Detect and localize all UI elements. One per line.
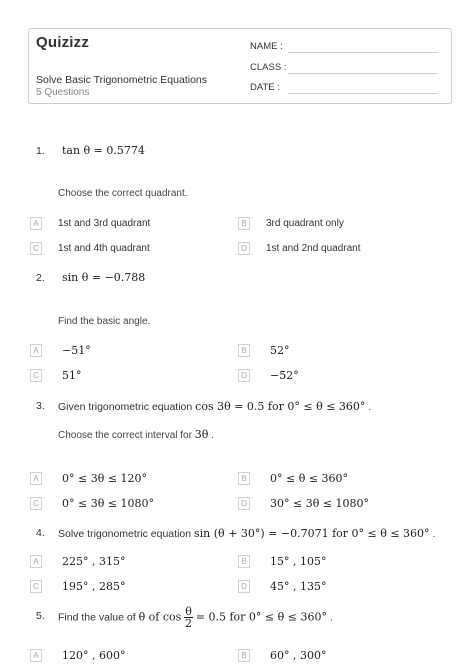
question-prompt: [58, 428, 214, 441]
question-equation: sin (θ + 30°) = −0.7071 for 0° ≤ θ ≤ 360°: [194, 527, 430, 540]
option-letter[interactable]: B: [238, 217, 250, 230]
question-text-suffix: .: [368, 401, 372, 413]
option-letter[interactable]: B: [238, 555, 250, 568]
worksheet-title: Solve Basic Trigonometric Equations: [36, 74, 207, 86]
option-letter[interactable]: B: [238, 344, 250, 357]
option-letter[interactable]: B: [238, 472, 250, 485]
option-text[interactable]: 30° ≤ 3θ ≤ 1080°: [270, 497, 370, 510]
question-prompt: Find the basic angle.: [58, 316, 151, 327]
class-label: CLASS :: [250, 62, 287, 73]
fraction: [184, 606, 193, 629]
option-letter[interactable]: A: [30, 649, 42, 662]
question-text: [58, 606, 333, 629]
option-text[interactable]: 15° , 105°: [270, 555, 327, 568]
option-text[interactable]: 1st and 2nd quadrant: [266, 243, 361, 254]
date-field[interactable]: [288, 93, 438, 94]
option-letter[interactable]: C: [30, 497, 42, 510]
option-text[interactable]: 225° , 315°: [62, 555, 126, 568]
question-number: 1.: [36, 145, 45, 157]
option-letter[interactable]: C: [30, 369, 42, 382]
option-text[interactable]: 45° , 135°: [270, 580, 327, 593]
question-text: [58, 400, 371, 413]
option-text[interactable]: 1st and 4th quadrant: [58, 243, 150, 254]
option-text[interactable]: 195° , 285°: [62, 580, 126, 593]
option-text[interactable]: −51°: [62, 344, 91, 357]
quizizz-logo: Quizizz: [36, 34, 90, 51]
option-letter[interactable]: A: [30, 472, 42, 485]
option-text[interactable]: 0° ≤ θ ≤ 360°: [270, 472, 349, 485]
question-text-suffix: .: [329, 611, 333, 624]
name-label: NAME :: [250, 41, 283, 52]
question-text-prefix: Given trigonometric equation: [58, 401, 193, 413]
question-text: [58, 527, 435, 540]
class-field[interactable]: [288, 73, 438, 74]
question-equation-part: θ of cos: [138, 610, 182, 624]
question-text-prefix: Find the value of: [58, 611, 136, 624]
question-number: 5.: [36, 610, 45, 622]
question-number: 3.: [36, 400, 45, 412]
option-letter[interactable]: B: [238, 649, 250, 662]
option-letter[interactable]: A: [30, 555, 42, 568]
question-text-suffix: .: [432, 528, 436, 540]
option-letter[interactable]: D: [238, 497, 250, 510]
option-text[interactable]: 51°: [62, 369, 82, 382]
name-field[interactable]: [288, 52, 438, 53]
option-text[interactable]: −52°: [270, 369, 299, 382]
option-text[interactable]: 0° ≤ 3θ ≤ 1080°: [62, 497, 155, 510]
prompt-math: 3θ: [194, 428, 209, 441]
fraction-numerator: θ: [185, 605, 192, 618]
question-text: tan θ = 0.5774: [62, 144, 145, 157]
option-letter[interactable]: A: [30, 217, 42, 230]
option-text[interactable]: 3rd quadrant only: [266, 218, 344, 229]
question-text-prefix: Solve trigonometric equation: [58, 528, 192, 540]
option-letter[interactable]: C: [30, 580, 42, 593]
question-prompt: Choose the correct quadrant.: [58, 188, 188, 199]
date-label: DATE :: [250, 82, 280, 93]
question-count: 5 Questions: [36, 87, 90, 98]
option-letter[interactable]: D: [238, 242, 250, 255]
option-text[interactable]: 0° ≤ 3θ ≤ 120°: [62, 472, 148, 485]
fraction-denominator: 2: [185, 617, 193, 630]
prompt-suffix: .: [211, 430, 214, 441]
option-letter[interactable]: C: [30, 242, 42, 255]
option-text[interactable]: 1st and 3rd quadrant: [58, 218, 151, 229]
prompt-prefix: Choose the correct interval for: [58, 430, 192, 441]
option-text[interactable]: 120° , 600°: [62, 649, 126, 662]
option-letter[interactable]: D: [238, 580, 250, 593]
option-text[interactable]: 52°: [270, 344, 290, 357]
question-equation: cos 3θ = 0.5 for 0° ≤ θ ≤ 360°: [195, 400, 366, 413]
question-number: 4.: [36, 527, 45, 539]
option-letter[interactable]: A: [30, 344, 42, 357]
question-number: 2.: [36, 272, 45, 284]
question-equation-part: = 0.5 for 0° ≤ θ ≤ 360°: [195, 610, 327, 624]
question-text: sin θ = −0.788: [62, 271, 146, 284]
option-text[interactable]: 60° , 300°: [270, 649, 327, 662]
option-letter[interactable]: D: [238, 369, 250, 382]
